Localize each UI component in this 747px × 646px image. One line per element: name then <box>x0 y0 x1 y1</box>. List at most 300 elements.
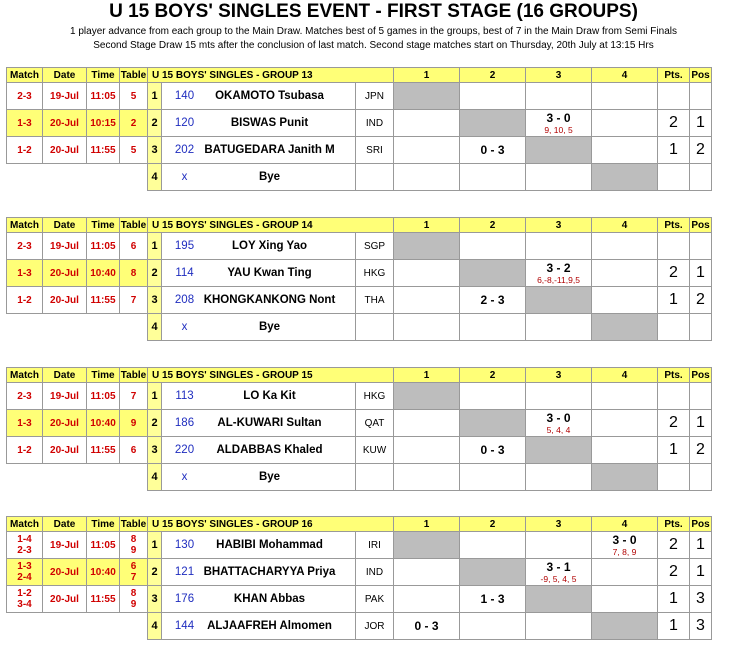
player-number: 4 <box>148 164 162 191</box>
match-table: 7 <box>120 383 148 410</box>
page-title: U 15 BOYS' SINGLES EVENT - FIRST STAGE (16 GROUPS) <box>109 1 638 22</box>
position-value <box>690 164 712 191</box>
player-name: BISWAS Punit <box>230 117 309 129</box>
player-seed: 121 <box>174 566 195 578</box>
header-col-1: 1 <box>394 368 460 383</box>
header-position: Pos <box>691 219 710 231</box>
header-points: Pts. <box>658 68 690 83</box>
player-cell <box>162 383 356 410</box>
position-value: 1 <box>690 260 712 287</box>
player-country: SRI <box>356 137 394 164</box>
header-match: Match <box>7 68 43 83</box>
player-cell <box>162 83 356 110</box>
result-cell <box>460 314 526 341</box>
player-name: KHONGKANKONG Nont <box>203 294 336 306</box>
result-cell <box>592 532 658 559</box>
player-cell <box>162 260 356 287</box>
player-seed: 195 <box>174 240 195 252</box>
match-table: 6 7 <box>120 559 148 586</box>
match-score: 0 - 3 <box>414 618 439 633</box>
match-time: 10:15 <box>87 110 120 137</box>
match-date: 20-Jul <box>43 410 87 437</box>
player-number: 2 <box>148 260 162 287</box>
header-col-3: 3 <box>526 368 592 383</box>
player-number: 3 <box>148 437 162 464</box>
self-cell <box>526 137 592 164</box>
match-time: 11:05 <box>87 233 120 260</box>
player-cell <box>162 410 356 437</box>
player-number: 3 <box>148 586 162 613</box>
player-name: LO Ka Kit <box>243 390 296 402</box>
match-pair: 1-2 3-4 <box>7 586 43 613</box>
header-col-4: 4 <box>592 368 658 383</box>
match-table: 6 <box>120 233 148 260</box>
group-block <box>6 67 712 191</box>
self-cell <box>394 83 460 110</box>
result-cell <box>394 110 460 137</box>
player-country: HKG <box>356 260 394 287</box>
match-pair: 1-4 2-3 <box>7 532 43 559</box>
header-time: Time <box>87 368 120 383</box>
group-table <box>6 217 712 341</box>
player-name: YAU Kwan Ting <box>227 267 312 279</box>
result-cell <box>592 137 658 164</box>
self-cell <box>460 260 526 287</box>
player-name: AL-KUWARI Sultan <box>217 417 322 429</box>
match-date: 19-Jul <box>43 532 87 559</box>
player-name: HABIBI Mohammad <box>216 539 323 551</box>
header-col-2: 2 <box>460 218 526 233</box>
points-value: 2 <box>658 410 690 437</box>
header-col-4: 4 <box>592 218 658 233</box>
match-pair: 1-3 <box>7 260 43 287</box>
match-pair: 1-3 2-4 <box>7 559 43 586</box>
header-points: Pts. <box>658 368 690 383</box>
player-seed: 202 <box>174 144 195 156</box>
match-pair: 1-3 <box>7 110 43 137</box>
result-cell <box>394 559 460 586</box>
player-seed: x <box>181 171 188 183</box>
match-score: 3 - 0 <box>546 410 571 425</box>
player-number: 3 <box>148 287 162 314</box>
group-title: U 15 BOYS' SINGLES - GROUP 15 <box>148 368 394 383</box>
player-row <box>7 532 712 559</box>
match-table: 5 <box>120 83 148 110</box>
game-scores: 7, 8, 9 <box>612 546 637 557</box>
header-col-1: 1 <box>394 517 460 532</box>
player-seed: x <box>181 471 188 483</box>
player-country: IRI <box>356 532 394 559</box>
points-value <box>658 383 690 410</box>
player-seed: x <box>181 321 188 333</box>
result-cell <box>394 287 460 314</box>
points-value: 1 <box>658 586 690 613</box>
self-cell <box>592 314 658 341</box>
result-cell <box>394 164 460 191</box>
header-col-4: 4 <box>592 68 658 83</box>
header-date: Date <box>43 517 87 532</box>
header-points: Pts. <box>658 218 690 233</box>
result-cell <box>394 260 460 287</box>
result-cell <box>526 314 592 341</box>
match-score: 1 - 3 <box>480 591 505 606</box>
position-value <box>690 233 712 260</box>
player-cell <box>162 559 356 586</box>
position-value <box>690 383 712 410</box>
header-date: Date <box>43 218 87 233</box>
game-scores: 5, 4, 4 <box>546 424 571 435</box>
player-seed: 176 <box>174 593 195 605</box>
match-score: 2 - 3 <box>480 292 505 307</box>
header-col-2: 2 <box>460 517 526 532</box>
player-cell <box>162 586 356 613</box>
self-cell <box>526 287 592 314</box>
result-cell <box>460 437 526 464</box>
player-country: KUW <box>356 437 394 464</box>
result-cell <box>526 383 592 410</box>
match-table: 8 <box>120 260 148 287</box>
result-cell <box>460 586 526 613</box>
match-time: 10:40 <box>87 559 120 586</box>
match-time: 10:40 <box>87 410 120 437</box>
match-table: 2 <box>120 110 148 137</box>
self-cell <box>592 613 658 640</box>
position-value: 1 <box>690 559 712 586</box>
empty-schedule <box>7 314 148 341</box>
position-value: 1 <box>690 410 712 437</box>
result-cell <box>460 83 526 110</box>
result-cell <box>592 260 658 287</box>
header-col-1: 1 <box>394 68 460 83</box>
result-cell <box>394 586 460 613</box>
result-cell <box>460 464 526 491</box>
player-row <box>7 137 712 164</box>
match-table: 9 <box>120 410 148 437</box>
player-seed: 120 <box>174 117 195 129</box>
points-value: 2 <box>658 532 690 559</box>
self-cell <box>460 110 526 137</box>
empty-schedule <box>7 464 148 491</box>
match-table: 5 <box>120 137 148 164</box>
player-name: LOY Xing Yao <box>232 240 307 252</box>
self-cell <box>460 410 526 437</box>
player-name: Bye <box>258 321 281 333</box>
match-pair: 2-3 <box>7 383 43 410</box>
result-cell <box>592 110 658 137</box>
player-row <box>7 233 712 260</box>
player-number: 4 <box>148 314 162 341</box>
points-value: 2 <box>658 260 690 287</box>
player-seed: 130 <box>174 539 195 551</box>
game-scores: 6,-8,-11,9,5 <box>537 274 580 285</box>
match-score: 0 - 3 <box>480 142 505 157</box>
match-score: 0 - 3 <box>480 442 505 457</box>
player-seed: 144 <box>174 620 195 632</box>
result-cell <box>394 410 460 437</box>
position-value: 3 <box>690 586 712 613</box>
header-match: Match <box>7 517 43 532</box>
points-value <box>658 464 690 491</box>
empty-schedule <box>7 164 148 191</box>
match-table: 8 9 <box>120 586 148 613</box>
player-number: 1 <box>148 233 162 260</box>
player-country: JPN <box>356 83 394 110</box>
player-row <box>7 83 712 110</box>
player-country <box>356 314 394 341</box>
match-date: 19-Jul <box>43 233 87 260</box>
player-country <box>356 164 394 191</box>
result-cell <box>460 164 526 191</box>
match-table: 7 <box>120 287 148 314</box>
player-row <box>7 437 712 464</box>
player-name: Bye <box>258 471 281 483</box>
player-cell <box>162 110 356 137</box>
game-scores: 9, 10, 5 <box>544 124 573 135</box>
subtitle-line-2: Second Stage Draw 15 mts after the conclusion of last match. Second stage matches start on Thursday, 20th July at 13:15 Hrs <box>93 40 654 51</box>
position-value: 2 <box>690 137 712 164</box>
match-date: 20-Jul <box>43 110 87 137</box>
player-number: 4 <box>148 464 162 491</box>
self-cell <box>592 164 658 191</box>
result-cell <box>526 110 592 137</box>
result-cell <box>526 233 592 260</box>
group-title: U 15 BOYS' SINGLES - GROUP 13 <box>148 68 394 83</box>
result-cell <box>592 410 658 437</box>
match-pair: 1-2 <box>7 437 43 464</box>
points-value <box>658 164 690 191</box>
position-value <box>690 314 712 341</box>
player-name: BHATTACHARYYA Priya <box>203 566 336 578</box>
game-scores: -9, 5, 4, 5 <box>540 573 577 584</box>
player-seed: 220 <box>174 444 195 456</box>
player-number: 1 <box>148 83 162 110</box>
match-pair: 1-2 <box>7 137 43 164</box>
player-country: QAT <box>356 410 394 437</box>
header-position: Pos <box>691 369 710 381</box>
result-cell <box>526 464 592 491</box>
result-cell <box>592 586 658 613</box>
match-time: 11:55 <box>87 586 120 613</box>
player-row <box>7 110 712 137</box>
match-table: 8 9 <box>120 532 148 559</box>
self-cell <box>526 437 592 464</box>
player-name: KHAN Abbas <box>233 593 306 605</box>
header-points: Pts. <box>658 517 690 532</box>
player-cell <box>162 233 356 260</box>
match-pair: 2-3 <box>7 233 43 260</box>
result-cell <box>394 464 460 491</box>
result-cell <box>592 559 658 586</box>
group-block <box>6 516 712 640</box>
player-country: PAK <box>356 586 394 613</box>
result-cell <box>592 437 658 464</box>
player-number: 4 <box>148 613 162 640</box>
player-cell <box>162 164 356 191</box>
match-date: 20-Jul <box>43 287 87 314</box>
player-cell <box>162 314 356 341</box>
position-value <box>690 464 712 491</box>
self-cell <box>394 383 460 410</box>
result-cell <box>394 613 460 640</box>
player-country: IND <box>356 559 394 586</box>
group-block <box>6 217 712 341</box>
player-country <box>356 464 394 491</box>
player-row <box>7 464 712 491</box>
player-name: BATUGEDARA Janith M <box>204 144 335 156</box>
points-value: 2 <box>658 559 690 586</box>
result-cell <box>526 613 592 640</box>
match-date: 20-Jul <box>43 137 87 164</box>
points-value: 1 <box>658 287 690 314</box>
match-pair: 1-3 <box>7 410 43 437</box>
self-cell <box>394 532 460 559</box>
player-number: 2 <box>148 410 162 437</box>
header-col-2: 2 <box>460 68 526 83</box>
player-row <box>7 164 712 191</box>
player-number: 2 <box>148 110 162 137</box>
match-time: 11:05 <box>87 383 120 410</box>
match-date: 20-Jul <box>43 559 87 586</box>
group-table <box>6 367 712 491</box>
result-cell <box>592 287 658 314</box>
player-cell <box>162 532 356 559</box>
header-col-4: 4 <box>592 517 658 532</box>
header-time: Time <box>87 517 120 532</box>
position-value: 2 <box>690 437 712 464</box>
header-table: Table <box>120 69 147 81</box>
position-value: 1 <box>690 532 712 559</box>
match-time: 11:55 <box>87 287 120 314</box>
player-row <box>7 260 712 287</box>
player-row <box>7 586 712 613</box>
result-cell <box>394 437 460 464</box>
header-col-2: 2 <box>460 368 526 383</box>
header-col-3: 3 <box>526 218 592 233</box>
points-value <box>658 233 690 260</box>
player-cell <box>162 464 356 491</box>
match-pair: 2-3 <box>7 83 43 110</box>
match-score: 3 - 0 <box>546 110 571 125</box>
player-seed: 140 <box>174 90 195 102</box>
self-cell <box>526 586 592 613</box>
group-block <box>6 367 712 491</box>
header-match: Match <box>7 218 43 233</box>
points-value <box>658 314 690 341</box>
player-name: ALDABBAS Khaled <box>216 444 323 456</box>
player-row <box>7 383 712 410</box>
player-seed: 186 <box>174 417 195 429</box>
match-score: 3 - 0 <box>612 532 637 547</box>
group-table <box>6 67 712 191</box>
match-date: 20-Jul <box>43 586 87 613</box>
match-time: 11:55 <box>87 137 120 164</box>
player-number: 2 <box>148 559 162 586</box>
player-row <box>7 559 712 586</box>
header-table: Table <box>120 369 147 381</box>
player-row <box>7 410 712 437</box>
player-row <box>7 613 712 640</box>
player-number: 3 <box>148 137 162 164</box>
points-value: 1 <box>658 613 690 640</box>
header-date: Date <box>43 68 87 83</box>
position-value <box>690 83 712 110</box>
header-date: Date <box>43 368 87 383</box>
match-time: 11:55 <box>87 437 120 464</box>
group-table <box>6 516 712 640</box>
points-value <box>658 83 690 110</box>
points-value: 1 <box>658 437 690 464</box>
result-cell <box>592 383 658 410</box>
header-match: Match <box>7 368 43 383</box>
points-value: 2 <box>658 110 690 137</box>
result-cell <box>460 233 526 260</box>
player-row <box>7 287 712 314</box>
match-time: 11:05 <box>87 83 120 110</box>
group-title: U 15 BOYS' SINGLES - GROUP 14 <box>148 218 394 233</box>
self-cell <box>394 233 460 260</box>
subtitle-line-1: 1 player advance from each group to the Main Draw. Matches best of 5 games in the groups, best of 7 in the Main Draw from Semi Finals <box>70 26 677 37</box>
result-cell <box>592 233 658 260</box>
player-country: IND <box>356 110 394 137</box>
player-cell <box>162 437 356 464</box>
match-time: 11:05 <box>87 532 120 559</box>
header-table: Table <box>120 219 147 231</box>
result-cell <box>526 164 592 191</box>
match-score: 3 - 1 <box>546 559 571 574</box>
player-country: SGP <box>356 233 394 260</box>
result-cell <box>526 410 592 437</box>
header-position: Pos <box>691 69 710 81</box>
player-cell <box>162 287 356 314</box>
header-time: Time <box>87 68 120 83</box>
player-name: ALJAAFREH Almomen <box>207 620 332 632</box>
result-cell <box>394 137 460 164</box>
header-position: Pos <box>691 518 710 530</box>
match-date: 20-Jul <box>43 260 87 287</box>
player-seed: 113 <box>175 390 194 402</box>
player-seed: 114 <box>175 267 194 279</box>
result-cell <box>526 559 592 586</box>
position-value: 2 <box>690 287 712 314</box>
points-value: 1 <box>658 137 690 164</box>
player-name: OKAMOTO Tsubasa <box>215 90 324 102</box>
group-title: U 15 BOYS' SINGLES - GROUP 16 <box>148 517 394 532</box>
position-value: 3 <box>690 613 712 640</box>
player-country: HKG <box>356 383 394 410</box>
result-cell <box>526 532 592 559</box>
result-cell <box>460 532 526 559</box>
match-date: 19-Jul <box>43 383 87 410</box>
match-table: 6 <box>120 437 148 464</box>
header-time: Time <box>87 218 120 233</box>
player-seed: 208 <box>174 294 195 306</box>
result-cell <box>460 613 526 640</box>
header-col-1: 1 <box>394 218 460 233</box>
match-date: 19-Jul <box>43 83 87 110</box>
match-score: 3 - 2 <box>546 260 571 275</box>
player-cell <box>162 613 356 640</box>
player-number: 1 <box>148 532 162 559</box>
player-country: JOR <box>356 613 394 640</box>
result-cell <box>526 260 592 287</box>
result-cell <box>460 137 526 164</box>
match-date: 20-Jul <box>43 437 87 464</box>
empty-schedule <box>7 613 148 640</box>
result-cell <box>592 83 658 110</box>
result-cell <box>394 314 460 341</box>
self-cell <box>460 559 526 586</box>
result-cell <box>526 83 592 110</box>
